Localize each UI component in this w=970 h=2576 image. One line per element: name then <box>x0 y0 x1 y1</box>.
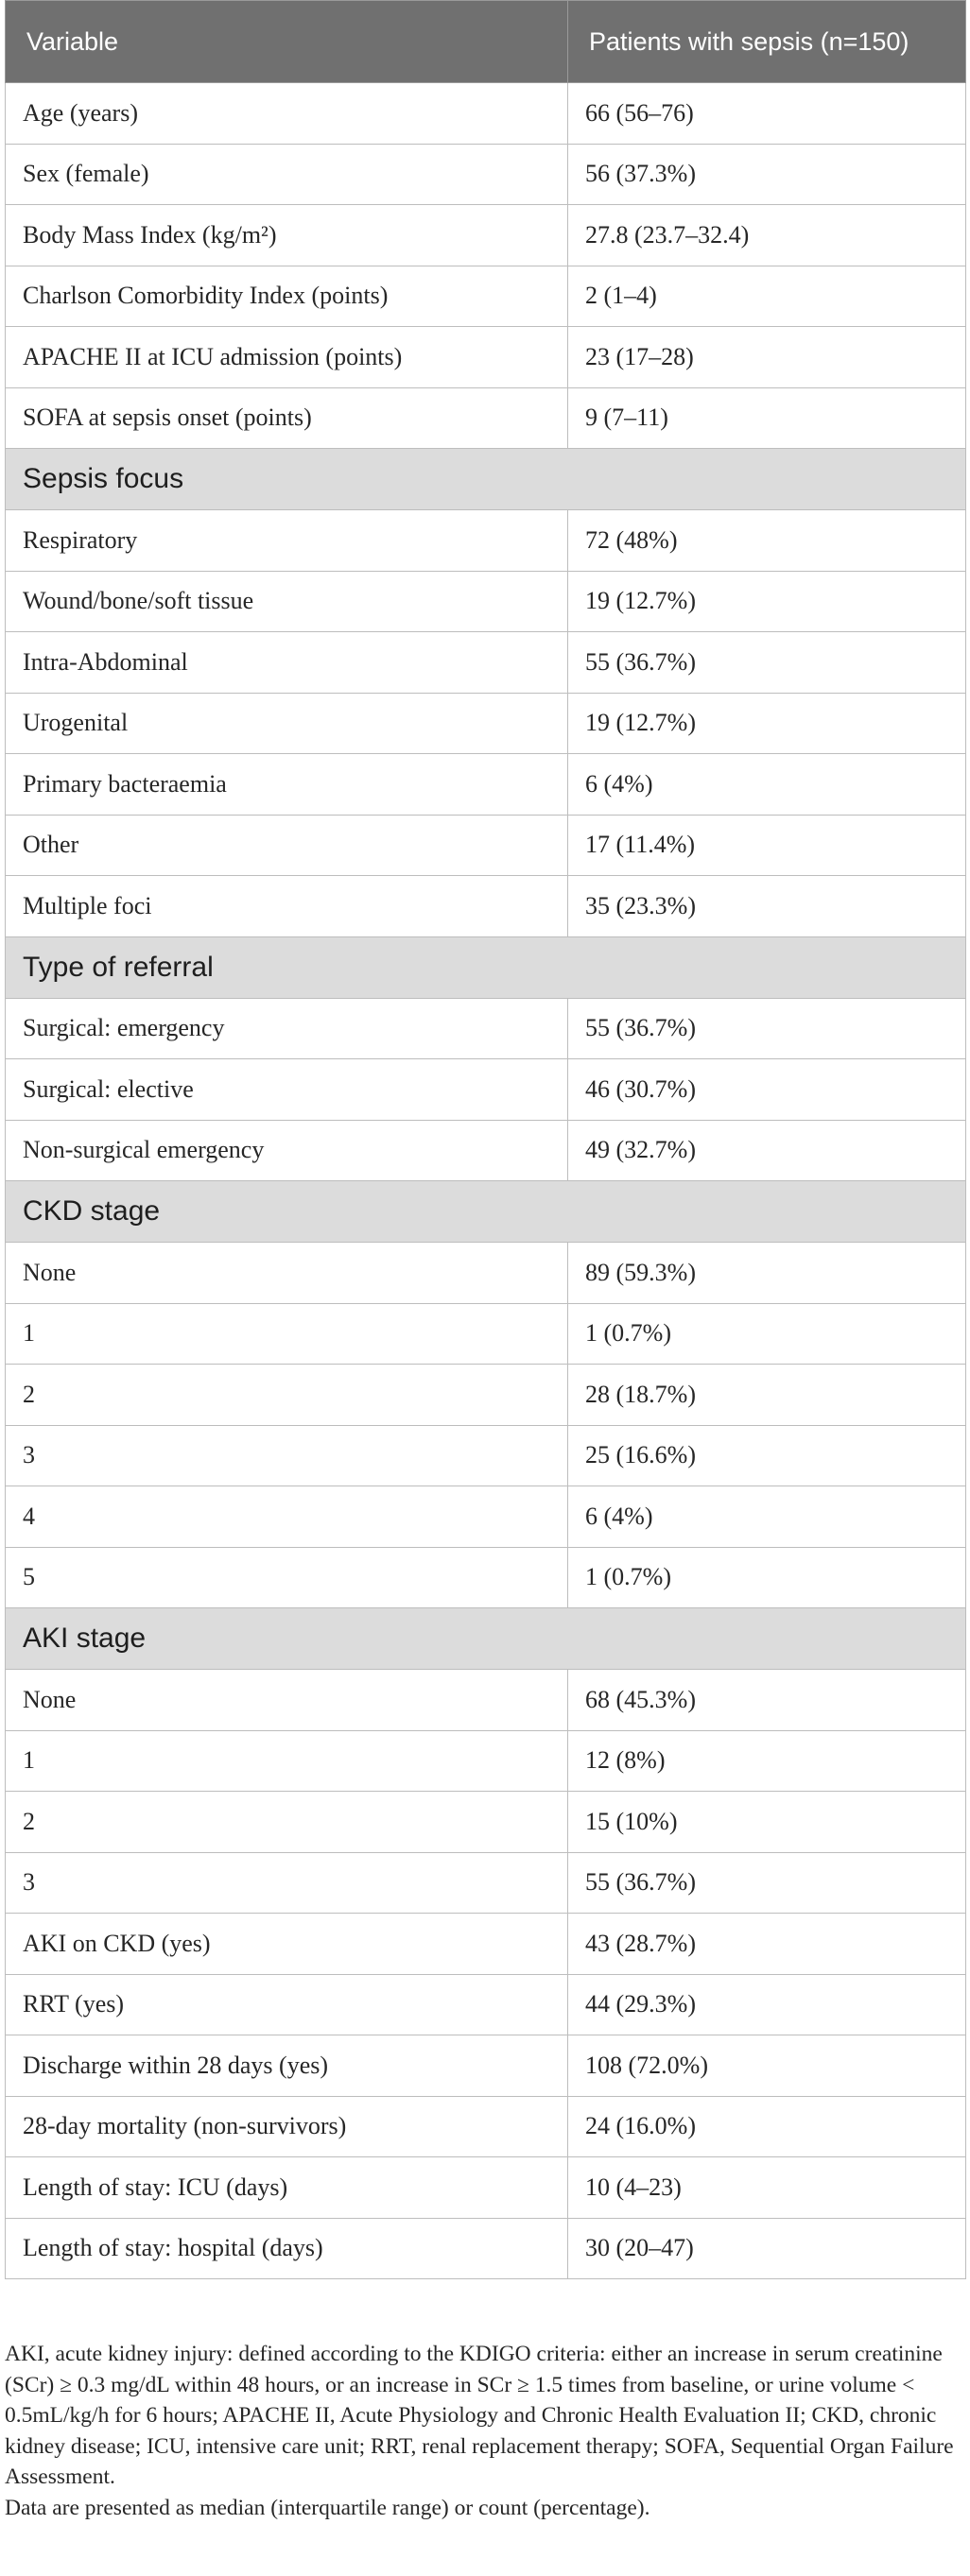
table-row <box>6 1059 966 1121</box>
value-cell: 55 (36.7%) <box>568 998 966 1059</box>
section-header-row <box>6 449 966 510</box>
value-cell: 6 (4%) <box>568 1486 966 1548</box>
variable-cell: None <box>6 1243 568 1304</box>
table-row <box>6 1852 966 1914</box>
value-cell: 9 (7–11) <box>568 387 966 449</box>
footnote-abbreviations: AKI, acute kidney injury: defined according to the KDIGO criteria: either an increase in serum creatinine (SCr) ≥ 0.3 mg/dL within 48 hours, or an increase in SCr ≥ 1.5 times from baseline, or urine volume < 0.5mL/kg/h for 6 hours; APACHE II, Acute Physiology and Chronic Health Evaluation II; CKD, chronic kidney disease; ICU, intensive care unit; RRT, renal replacement therapy; SOFA, Sequential Organ Failure Assessment. <box>5 2342 954 2489</box>
variable-cell: Body Mass Index (kg/m²) <box>6 205 568 266</box>
table-row <box>6 1792 966 1853</box>
variable-cell: None <box>6 1670 568 1731</box>
table-row <box>6 205 966 266</box>
table-row <box>6 876 966 937</box>
value-cell: 68 (45.3%) <box>568 1670 966 1731</box>
value-cell: 55 (36.7%) <box>568 632 966 694</box>
table-row <box>6 1365 966 1426</box>
variable-cell: 2 <box>6 1792 568 1853</box>
value-cell: 89 (59.3%) <box>568 1243 966 1304</box>
variable-cell: Intra-Abdominal <box>6 632 568 694</box>
variable-cell: Respiratory <box>6 510 568 572</box>
variable-cell: Discharge within 28 days (yes) <box>6 2035 568 2097</box>
value-cell: 28 (18.7%) <box>568 1365 966 1426</box>
table-footnote <box>5 2339 965 2523</box>
value-cell: 108 (72.0%) <box>568 2035 966 2097</box>
variable-cell: Multiple foci <box>6 876 568 937</box>
table-row <box>6 327 966 388</box>
section-header-row <box>6 1181 966 1243</box>
value-cell: 49 (32.7%) <box>568 1120 966 1181</box>
section-header-row <box>6 1608 966 1670</box>
table-row <box>6 2218 966 2279</box>
footnote-presentation: Data are presented as median (interquartile range) or count (percentage). <box>5 2495 650 2520</box>
value-cell: 17 (11.4%) <box>568 815 966 876</box>
value-cell: 12 (8%) <box>568 1730 966 1792</box>
variable-cell: AKI on CKD (yes) <box>6 1914 568 1975</box>
table-row <box>6 1670 966 1731</box>
table-row <box>6 1486 966 1548</box>
value-cell: 55 (36.7%) <box>568 1852 966 1914</box>
value-cell: 24 (16.0%) <box>568 2096 966 2157</box>
section-title: Sepsis focus <box>6 449 966 510</box>
variable-cell: Length of stay: hospital (days) <box>6 2218 568 2279</box>
table-row <box>6 693 966 754</box>
table-row <box>6 2157 966 2219</box>
variable-cell: 1 <box>6 1303 568 1365</box>
value-cell: 6 (4%) <box>568 754 966 816</box>
table-row <box>6 998 966 1059</box>
table-row <box>6 510 966 572</box>
table-row <box>6 387 966 449</box>
variable-cell: Surgical: elective <box>6 1059 568 1121</box>
header-patients-with-sepsis: Patients with sepsis (n=150) <box>568 1 966 83</box>
value-cell: 1 (0.7%) <box>568 1303 966 1365</box>
variable-cell: 2 <box>6 1365 568 1426</box>
value-cell: 2 (1–4) <box>568 266 966 327</box>
variable-cell: 5 <box>6 1547 568 1608</box>
table-row <box>6 1243 966 1304</box>
value-cell: 10 (4–23) <box>568 2157 966 2219</box>
variable-cell: Age (years) <box>6 83 568 145</box>
variable-cell: Charlson Comorbidity Index (points) <box>6 266 568 327</box>
table-row <box>6 754 966 816</box>
variable-cell: 4 <box>6 1486 568 1548</box>
variable-cell: Other <box>6 815 568 876</box>
value-cell: 72 (48%) <box>568 510 966 572</box>
table-row <box>6 144 966 205</box>
table-row <box>6 1120 966 1181</box>
variable-cell: Non-surgical emergency <box>6 1120 568 1181</box>
value-cell: 15 (10%) <box>568 1792 966 1853</box>
value-cell: 43 (28.7%) <box>568 1914 966 1975</box>
header-variable: Variable <box>6 1 568 83</box>
table-row <box>6 1914 966 1975</box>
value-cell: 19 (12.7%) <box>568 571 966 632</box>
table-row <box>6 1547 966 1608</box>
table-row <box>6 83 966 145</box>
table-header <box>6 1 966 83</box>
variable-cell: 3 <box>6 1852 568 1914</box>
value-cell: 66 (56–76) <box>568 83 966 145</box>
value-cell: 27.8 (23.7–32.4) <box>568 205 966 266</box>
table-row <box>6 1303 966 1365</box>
variable-cell: Length of stay: ICU (days) <box>6 2157 568 2219</box>
value-cell: 19 (12.7%) <box>568 693 966 754</box>
table-row <box>6 266 966 327</box>
section-title: Type of referral <box>6 936 966 998</box>
variable-cell: APACHE II at ICU admission (points) <box>6 327 568 388</box>
variable-cell: 1 <box>6 1730 568 1792</box>
table-row <box>6 1974 966 2035</box>
table-row <box>6 1425 966 1486</box>
value-cell: 56 (37.3%) <box>568 144 966 205</box>
section-title: AKI stage <box>6 1608 966 1670</box>
variable-cell: Primary bacteraemia <box>6 754 568 816</box>
table-row <box>6 2035 966 2097</box>
section-header-row <box>6 936 966 998</box>
value-cell: 1 (0.7%) <box>568 1547 966 1608</box>
value-cell: 23 (17–28) <box>568 327 966 388</box>
value-cell: 46 (30.7%) <box>568 1059 966 1121</box>
table-row <box>6 632 966 694</box>
variable-cell: Wound/bone/soft tissue <box>6 571 568 632</box>
variable-cell: Surgical: emergency <box>6 998 568 1059</box>
variable-cell: SOFA at sepsis onset (points) <box>6 387 568 449</box>
variable-cell: 28-day mortality (non-survivors) <box>6 2096 568 2157</box>
value-cell: 25 (16.6%) <box>568 1425 966 1486</box>
value-cell: 35 (23.3%) <box>568 876 966 937</box>
value-cell: 30 (20–47) <box>568 2218 966 2279</box>
variable-cell: Sex (female) <box>6 144 568 205</box>
variable-cell: 3 <box>6 1425 568 1486</box>
table-row <box>6 815 966 876</box>
table-body <box>6 83 966 2279</box>
table-row <box>6 571 966 632</box>
table-row <box>6 2096 966 2157</box>
value-cell: 44 (29.3%) <box>568 1974 966 2035</box>
variable-cell: Urogenital <box>6 693 568 754</box>
variable-cell: RRT (yes) <box>6 1974 568 2035</box>
header-row <box>6 1 966 83</box>
table-row <box>6 1730 966 1792</box>
patient-characteristics-table <box>5 0 966 2279</box>
section-title: CKD stage <box>6 1181 966 1243</box>
